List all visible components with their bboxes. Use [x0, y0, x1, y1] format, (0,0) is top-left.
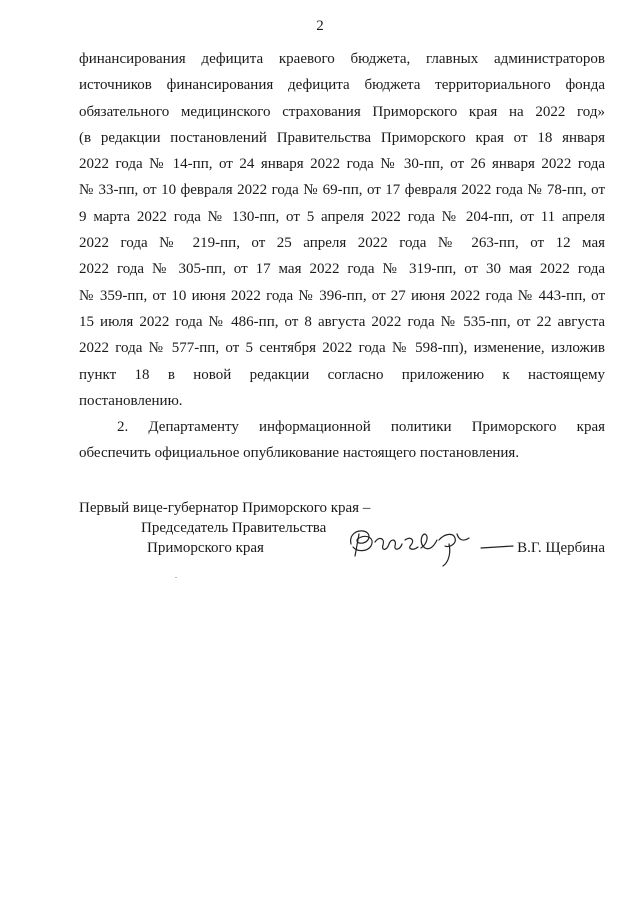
paragraph-1-line: источников финансирования дефицита бюджета территориального фонда	[79, 77, 605, 94]
paragraph-1-line: № 33-пп, от 10 февраля 2022 года № 69-пп, от 17 февраля 2022 года № 78-пп, от	[79, 182, 605, 199]
paragraph-1-line: (в редакции постановлений Правительства Приморского края от 18 января	[79, 129, 605, 146]
paragraph-1-line: 2022 года № 219-пп, от 25 апреля 2022 года № 263-пп, от 12 мая	[79, 235, 605, 252]
paragraph-1-line: 2022 года № 14-пп, от 24 января 2022 года № 30-пп, от 26 января 2022 года	[79, 156, 605, 173]
paragraph-1-line: пункт 18 в новой редакции согласно приложению к настоящему	[79, 366, 605, 383]
signatory-title-line-3: Приморского края	[147, 540, 264, 556]
paragraph-1-line: 2022 года № 577-пп, от 5 сентября 2022 года № 598-пп), изменение, изложив	[79, 340, 605, 357]
paragraph-1-line: постановлению.	[79, 392, 183, 409]
paragraph-1-line: обязательного медицинского страхования Приморского края на 2022 год»	[79, 103, 605, 120]
document-body	[79, 46, 605, 467]
signatory-title-line-2: Председатель Правительства	[141, 520, 327, 536]
handwritten-signature	[345, 514, 515, 570]
paragraph-2-line: обеспечить официальное опубликование настоящего постановления.	[79, 445, 520, 462]
paragraph-1-line: № 359-пп, от 10 июня 2022 года № 396-пп, от 27 июня 2022 года № 443-пп, от	[79, 287, 605, 304]
page-number: 2	[316, 18, 324, 34]
paragraph-1-line: 9 марта 2022 года № 130-пп, от 5 апреля 2022 года № 204-пп, от 11 апреля	[79, 208, 605, 225]
signatory-title-line-1: Первый вице-губернатор Приморского края –	[79, 500, 371, 516]
paragraph-1-line: финансирования дефицита краевого бюджета, главных администраторов	[79, 51, 605, 67]
signature-block	[79, 498, 605, 568]
scan-speck	[175, 577, 177, 578]
paragraph-1-line: 2022 года № 305-пп, от 17 мая 2022 года № 319-пп, от 30 мая 2022 года	[79, 261, 605, 278]
signatory-name: В.Г. Щербина	[517, 540, 605, 556]
paragraph-1-line: 15 июля 2022 года № 486-пп, от 8 августа 2022 года № 535-пп, от 22 августа	[79, 313, 605, 330]
paragraph-2-line: 2. Департаменту информационной политики Приморского края	[117, 419, 605, 436]
